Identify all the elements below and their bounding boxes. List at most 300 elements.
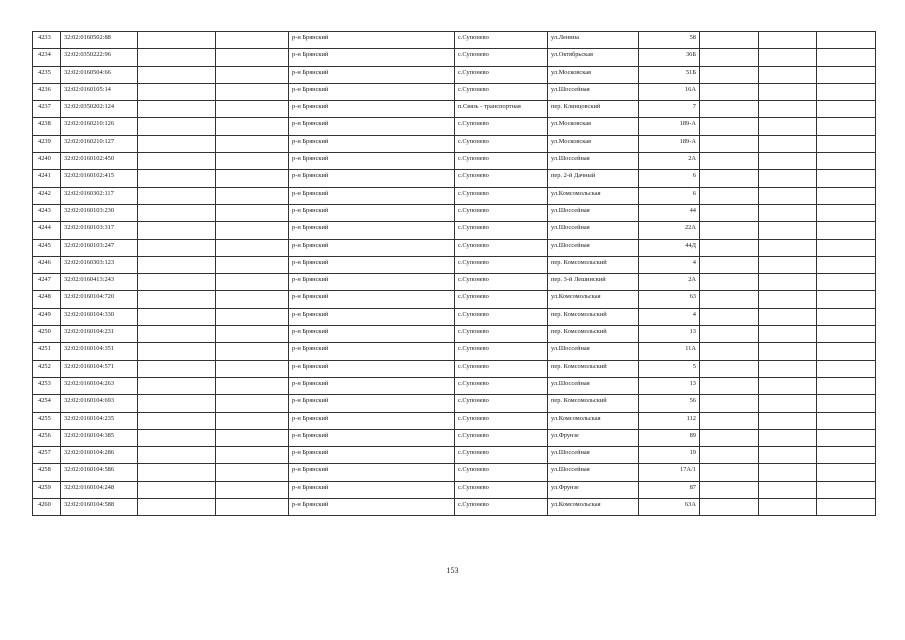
empty-cell: [138, 464, 216, 481]
empty-cell: [700, 395, 759, 412]
empty-cell: [700, 101, 759, 118]
district-cell: р-н Брянский: [289, 222, 455, 239]
empty-cell: [817, 83, 876, 100]
property-registry-table: [32, 31, 876, 516]
empty-cell: [700, 66, 759, 83]
cadastral-number-cell: 32:02:0160102:415: [61, 170, 138, 187]
empty-cell: [216, 256, 289, 273]
house-number-cell: 36Б: [639, 49, 700, 66]
empty-cell: [759, 256, 817, 273]
empty-cell: [216, 170, 289, 187]
row-number-cell: 4243: [33, 204, 61, 221]
empty-cell: [138, 343, 216, 360]
settlement-cell: с.Супонево: [455, 187, 548, 204]
district-cell: р-н Брянский: [289, 326, 455, 343]
settlement-cell: с.Супонево: [455, 291, 548, 308]
row-number-cell: 4235: [33, 66, 61, 83]
empty-cell: [700, 118, 759, 135]
empty-cell: [216, 187, 289, 204]
settlement-cell: с.Супонево: [455, 360, 548, 377]
settlement-cell: с.Супонево: [455, 429, 548, 446]
empty-cell: [817, 377, 876, 394]
settlement-cell: с.Супонево: [455, 412, 548, 429]
street-cell: ул.Московская: [548, 135, 639, 152]
table-row: [33, 118, 876, 135]
table-row: [33, 412, 876, 429]
empty-cell: [138, 170, 216, 187]
row-number-cell: 4248: [33, 291, 61, 308]
district-cell: р-н Брянский: [289, 83, 455, 100]
settlement-cell: с.Супонево: [455, 464, 548, 481]
page-number: 153: [446, 566, 459, 575]
empty-cell: [138, 49, 216, 66]
empty-cell: [759, 447, 817, 464]
empty-cell: [700, 377, 759, 394]
house-number-cell: 112: [639, 412, 700, 429]
empty-cell: [759, 412, 817, 429]
empty-cell: [138, 118, 216, 135]
empty-cell: [138, 153, 216, 170]
house-number-cell: 17А/1: [639, 464, 700, 481]
street-cell: ул.Московская: [548, 118, 639, 135]
row-number-cell: 4253: [33, 377, 61, 394]
house-number-cell: 22А: [639, 222, 700, 239]
cadastral-number-cell: 32:02:0160413:243: [61, 274, 138, 291]
empty-cell: [700, 481, 759, 498]
table-row: [33, 32, 876, 49]
row-number-cell: 4258: [33, 464, 61, 481]
empty-cell: [759, 360, 817, 377]
row-number-cell: 4251: [33, 343, 61, 360]
house-number-cell: 51Б: [639, 66, 700, 83]
empty-cell: [138, 83, 216, 100]
empty-cell: [759, 239, 817, 256]
settlement-cell: с.Супонево: [455, 49, 548, 66]
cadastral-number-cell: 32:02:0160104:263: [61, 377, 138, 394]
cadastral-number-cell: 32:02:0350222:96: [61, 49, 138, 66]
district-cell: р-н Брянский: [289, 291, 455, 308]
settlement-cell: с.Супонево: [455, 170, 548, 187]
district-cell: р-н Брянский: [289, 429, 455, 446]
empty-cell: [138, 204, 216, 221]
row-number-cell: 4256: [33, 429, 61, 446]
empty-cell: [138, 101, 216, 118]
row-number-cell: 4260: [33, 499, 61, 516]
empty-cell: [759, 343, 817, 360]
table-row: [33, 239, 876, 256]
street-cell: пер. 3-й Лешинский: [548, 274, 639, 291]
cadastral-number-cell: 32:02:0160104:720: [61, 291, 138, 308]
house-number-cell: 56: [639, 395, 700, 412]
empty-cell: [759, 118, 817, 135]
settlement-cell: с.Супонево: [455, 83, 548, 100]
street-cell: ул.Фрунзе: [548, 429, 639, 446]
row-number-cell: 4234: [33, 49, 61, 66]
empty-cell: [700, 308, 759, 325]
row-number-cell: 4252: [33, 360, 61, 377]
empty-cell: [700, 204, 759, 221]
empty-cell: [700, 32, 759, 49]
house-number-cell: 58: [639, 32, 700, 49]
empty-cell: [138, 429, 216, 446]
street-cell: ул.Шоссейная: [548, 377, 639, 394]
table-row: [33, 395, 876, 412]
table-row: [33, 83, 876, 100]
street-cell: пер. Клинцовский: [548, 101, 639, 118]
district-cell: р-н Брянский: [289, 395, 455, 412]
district-cell: р-н Брянский: [289, 447, 455, 464]
settlement-cell: с.Супонево: [455, 135, 548, 152]
district-cell: р-н Брянский: [289, 464, 455, 481]
district-cell: р-н Брянский: [289, 256, 455, 273]
table-row: [33, 464, 876, 481]
district-cell: р-н Брянский: [289, 49, 455, 66]
empty-cell: [700, 447, 759, 464]
empty-cell: [700, 187, 759, 204]
empty-cell: [216, 308, 289, 325]
street-cell: пер. Комсомольский: [548, 326, 639, 343]
row-number-cell: 4255: [33, 412, 61, 429]
empty-cell: [759, 83, 817, 100]
row-number-cell: 4237: [33, 101, 61, 118]
empty-cell: [700, 256, 759, 273]
district-cell: р-н Брянский: [289, 412, 455, 429]
empty-cell: [817, 447, 876, 464]
district-cell: р-н Брянский: [289, 170, 455, 187]
empty-cell: [700, 49, 759, 66]
empty-cell: [817, 360, 876, 377]
empty-cell: [817, 101, 876, 118]
empty-cell: [759, 429, 817, 446]
district-cell: р-н Брянский: [289, 481, 455, 498]
empty-cell: [216, 447, 289, 464]
settlement-cell: с.Супонево: [455, 256, 548, 273]
cadastral-number-cell: 32:02:0160102:450: [61, 153, 138, 170]
empty-cell: [216, 135, 289, 152]
empty-cell: [817, 32, 876, 49]
empty-cell: [759, 274, 817, 291]
cadastral-number-cell: 32:02:0350202:124: [61, 101, 138, 118]
empty-cell: [700, 360, 759, 377]
district-cell: р-н Брянский: [289, 239, 455, 256]
settlement-cell: с.Супонево: [455, 32, 548, 49]
empty-cell: [216, 49, 289, 66]
empty-cell: [216, 101, 289, 118]
empty-cell: [138, 239, 216, 256]
house-number-cell: 19: [639, 447, 700, 464]
empty-cell: [817, 412, 876, 429]
table-row: [33, 153, 876, 170]
empty-cell: [216, 32, 289, 49]
row-number-cell: 4250: [33, 326, 61, 343]
table-row: [33, 101, 876, 118]
street-cell: ул.Комсомольская: [548, 412, 639, 429]
district-cell: р-н Брянский: [289, 274, 455, 291]
settlement-cell: с.Супонево: [455, 499, 548, 516]
cadastral-number-cell: 32:02:0160105:14: [61, 83, 138, 100]
settlement-cell: с.Супонево: [455, 395, 548, 412]
street-cell: ул.Шоссейная: [548, 204, 639, 221]
empty-cell: [817, 395, 876, 412]
cadastral-number-cell: 32:02:0160104:235: [61, 412, 138, 429]
cadastral-number-cell: 32:02:0160104:571: [61, 360, 138, 377]
empty-cell: [817, 204, 876, 221]
street-cell: ул.Комсомольская: [548, 187, 639, 204]
cadastral-number-cell: 32:02:0160103:247: [61, 239, 138, 256]
table-row: [33, 187, 876, 204]
empty-cell: [216, 118, 289, 135]
cadastral-number-cell: 32:02:0160303:123: [61, 256, 138, 273]
empty-cell: [138, 274, 216, 291]
table-row: [33, 343, 876, 360]
street-cell: ул.Шоссейная: [548, 343, 639, 360]
empty-cell: [138, 326, 216, 343]
empty-cell: [759, 187, 817, 204]
empty-cell: [817, 153, 876, 170]
empty-cell: [216, 274, 289, 291]
empty-cell: [138, 32, 216, 49]
row-number-cell: 4239: [33, 135, 61, 152]
empty-cell: [216, 83, 289, 100]
empty-cell: [700, 83, 759, 100]
empty-cell: [700, 343, 759, 360]
district-cell: р-н Брянский: [289, 343, 455, 360]
empty-cell: [759, 222, 817, 239]
street-cell: ул.Фрунзе: [548, 481, 639, 498]
empty-cell: [759, 101, 817, 118]
settlement-cell: с.Супонево: [455, 481, 548, 498]
empty-cell: [216, 222, 289, 239]
house-number-cell: 7: [639, 101, 700, 118]
settlement-cell: с.Супонево: [455, 66, 548, 83]
empty-cell: [138, 222, 216, 239]
empty-cell: [138, 291, 216, 308]
empty-cell: [700, 222, 759, 239]
house-number-cell: 2А: [639, 274, 700, 291]
empty-cell: [700, 464, 759, 481]
empty-cell: [216, 481, 289, 498]
settlement-cell: п.Связь - транспортная: [455, 101, 548, 118]
house-number-cell: 89: [639, 429, 700, 446]
street-cell: ул.Шоссейная: [548, 464, 639, 481]
house-number-cell: 44Д: [639, 239, 700, 256]
cadastral-number-cell: 32:02:0160104:286: [61, 447, 138, 464]
house-number-cell: 2А: [639, 153, 700, 170]
table-row: [33, 66, 876, 83]
empty-cell: [216, 291, 289, 308]
district-cell: р-н Брянский: [289, 204, 455, 221]
empty-cell: [216, 377, 289, 394]
empty-cell: [759, 377, 817, 394]
street-cell: ул.Шоссейная: [548, 153, 639, 170]
street-cell: ул.Октябрьская: [548, 49, 639, 66]
street-cell: ул.Шоссейная: [548, 222, 639, 239]
empty-cell: [138, 308, 216, 325]
empty-cell: [759, 135, 817, 152]
table-row: [33, 326, 876, 343]
empty-cell: [817, 66, 876, 83]
empty-cell: [700, 153, 759, 170]
district-cell: р-н Брянский: [289, 153, 455, 170]
street-cell: ул.Ленина: [548, 32, 639, 49]
empty-cell: [759, 49, 817, 66]
empty-cell: [817, 291, 876, 308]
row-number-cell: 4238: [33, 118, 61, 135]
empty-cell: [759, 481, 817, 498]
settlement-cell: с.Супонево: [455, 239, 548, 256]
row-number-cell: 4249: [33, 308, 61, 325]
row-number-cell: 4246: [33, 256, 61, 273]
empty-cell: [817, 326, 876, 343]
street-cell: пер. Комсомольский: [548, 256, 639, 273]
empty-cell: [138, 447, 216, 464]
cadastral-number-cell: 32:02:0160104:693: [61, 395, 138, 412]
cadastral-number-cell: 32:02:0160302:117: [61, 187, 138, 204]
cadastral-number-cell: 32:02:0160104:231: [61, 326, 138, 343]
row-number-cell: 4236: [33, 83, 61, 100]
district-cell: р-н Брянский: [289, 101, 455, 118]
table-row: [33, 447, 876, 464]
settlement-cell: с.Супонево: [455, 308, 548, 325]
street-cell: пер. Комсомольский: [548, 395, 639, 412]
house-number-cell: 44: [639, 204, 700, 221]
district-cell: р-н Брянский: [289, 32, 455, 49]
row-number-cell: 4241: [33, 170, 61, 187]
row-number-cell: 4257: [33, 447, 61, 464]
district-cell: р-н Брянский: [289, 377, 455, 394]
house-number-cell: 13: [639, 377, 700, 394]
empty-cell: [216, 499, 289, 516]
district-cell: р-н Брянский: [289, 308, 455, 325]
empty-cell: [216, 66, 289, 83]
street-cell: пер. Комсомольский: [548, 308, 639, 325]
table-row: [33, 308, 876, 325]
street-cell: пер. 2-й Дачный: [548, 170, 639, 187]
district-cell: р-н Брянский: [289, 66, 455, 83]
house-number-cell: 16А: [639, 83, 700, 100]
row-number-cell: 4233: [33, 32, 61, 49]
cadastral-number-cell: 32:02:0160104:586: [61, 464, 138, 481]
empty-cell: [138, 135, 216, 152]
empty-cell: [138, 360, 216, 377]
empty-cell: [759, 32, 817, 49]
empty-cell: [817, 49, 876, 66]
cadastral-number-cell: 32:02:0160210:126: [61, 118, 138, 135]
empty-cell: [759, 170, 817, 187]
empty-cell: [216, 239, 289, 256]
empty-cell: [759, 395, 817, 412]
district-cell: р-н Брянский: [289, 118, 455, 135]
house-number-cell: 4: [639, 256, 700, 273]
cadastral-number-cell: 32:02:0160104:385: [61, 429, 138, 446]
house-number-cell: 63А: [639, 499, 700, 516]
house-number-cell: 189-А: [639, 118, 700, 135]
row-number-cell: 4245: [33, 239, 61, 256]
table-row: [33, 222, 876, 239]
house-number-cell: 6: [639, 187, 700, 204]
empty-cell: [138, 187, 216, 204]
empty-cell: [817, 187, 876, 204]
settlement-cell: с.Супонево: [455, 153, 548, 170]
empty-cell: [138, 412, 216, 429]
settlement-cell: с.Супонево: [455, 118, 548, 135]
empty-cell: [759, 153, 817, 170]
house-number-cell: 13: [639, 326, 700, 343]
street-cell: ул.Шоссейная: [548, 447, 639, 464]
table-row: [33, 135, 876, 152]
empty-cell: [700, 274, 759, 291]
empty-cell: [759, 66, 817, 83]
house-number-cell: 11А: [639, 343, 700, 360]
empty-cell: [700, 291, 759, 308]
empty-cell: [759, 204, 817, 221]
street-cell: ул.Шоссейная: [548, 83, 639, 100]
empty-cell: [700, 499, 759, 516]
empty-cell: [817, 308, 876, 325]
table-row: [33, 429, 876, 446]
cadastral-number-cell: 32:02:0160103:230: [61, 204, 138, 221]
cadastral-number-cell: 32:02:0160103:317: [61, 222, 138, 239]
district-cell: р-н Брянский: [289, 135, 455, 152]
row-number-cell: 4242: [33, 187, 61, 204]
table-row: [33, 256, 876, 273]
district-cell: р-н Брянский: [289, 360, 455, 377]
settlement-cell: с.Супонево: [455, 274, 548, 291]
house-number-cell: 189-А: [639, 135, 700, 152]
house-number-cell: 87: [639, 481, 700, 498]
row-number-cell: 4254: [33, 395, 61, 412]
table-row: [33, 377, 876, 394]
district-cell: р-н Брянский: [289, 187, 455, 204]
street-cell: ул.Московская: [548, 66, 639, 83]
street-cell: ул.Шоссейная: [548, 239, 639, 256]
empty-cell: [817, 135, 876, 152]
table-row: [33, 274, 876, 291]
empty-cell: [138, 256, 216, 273]
empty-cell: [759, 464, 817, 481]
street-cell: ул.Комсомольская: [548, 499, 639, 516]
table-row: [33, 204, 876, 221]
empty-cell: [216, 326, 289, 343]
empty-cell: [817, 118, 876, 135]
table-row: [33, 360, 876, 377]
empty-cell: [138, 481, 216, 498]
empty-cell: [759, 499, 817, 516]
empty-cell: [138, 499, 216, 516]
row-number-cell: 4259: [33, 481, 61, 498]
empty-cell: [216, 395, 289, 412]
empty-cell: [216, 343, 289, 360]
house-number-cell: 4: [639, 308, 700, 325]
empty-cell: [817, 222, 876, 239]
table-row: [33, 499, 876, 516]
empty-cell: [817, 481, 876, 498]
table-row: [33, 291, 876, 308]
cadastral-number-cell: 32:02:0160104:351: [61, 343, 138, 360]
settlement-cell: с.Супонево: [455, 222, 548, 239]
empty-cell: [700, 135, 759, 152]
house-number-cell: 5: [639, 360, 700, 377]
street-cell: пер. Комсомольский: [548, 360, 639, 377]
row-number-cell: 4240: [33, 153, 61, 170]
empty-cell: [817, 256, 876, 273]
empty-cell: [700, 326, 759, 343]
district-cell: р-н Брянский: [289, 499, 455, 516]
empty-cell: [138, 66, 216, 83]
row-number-cell: 4244: [33, 222, 61, 239]
empty-cell: [817, 464, 876, 481]
empty-cell: [759, 291, 817, 308]
